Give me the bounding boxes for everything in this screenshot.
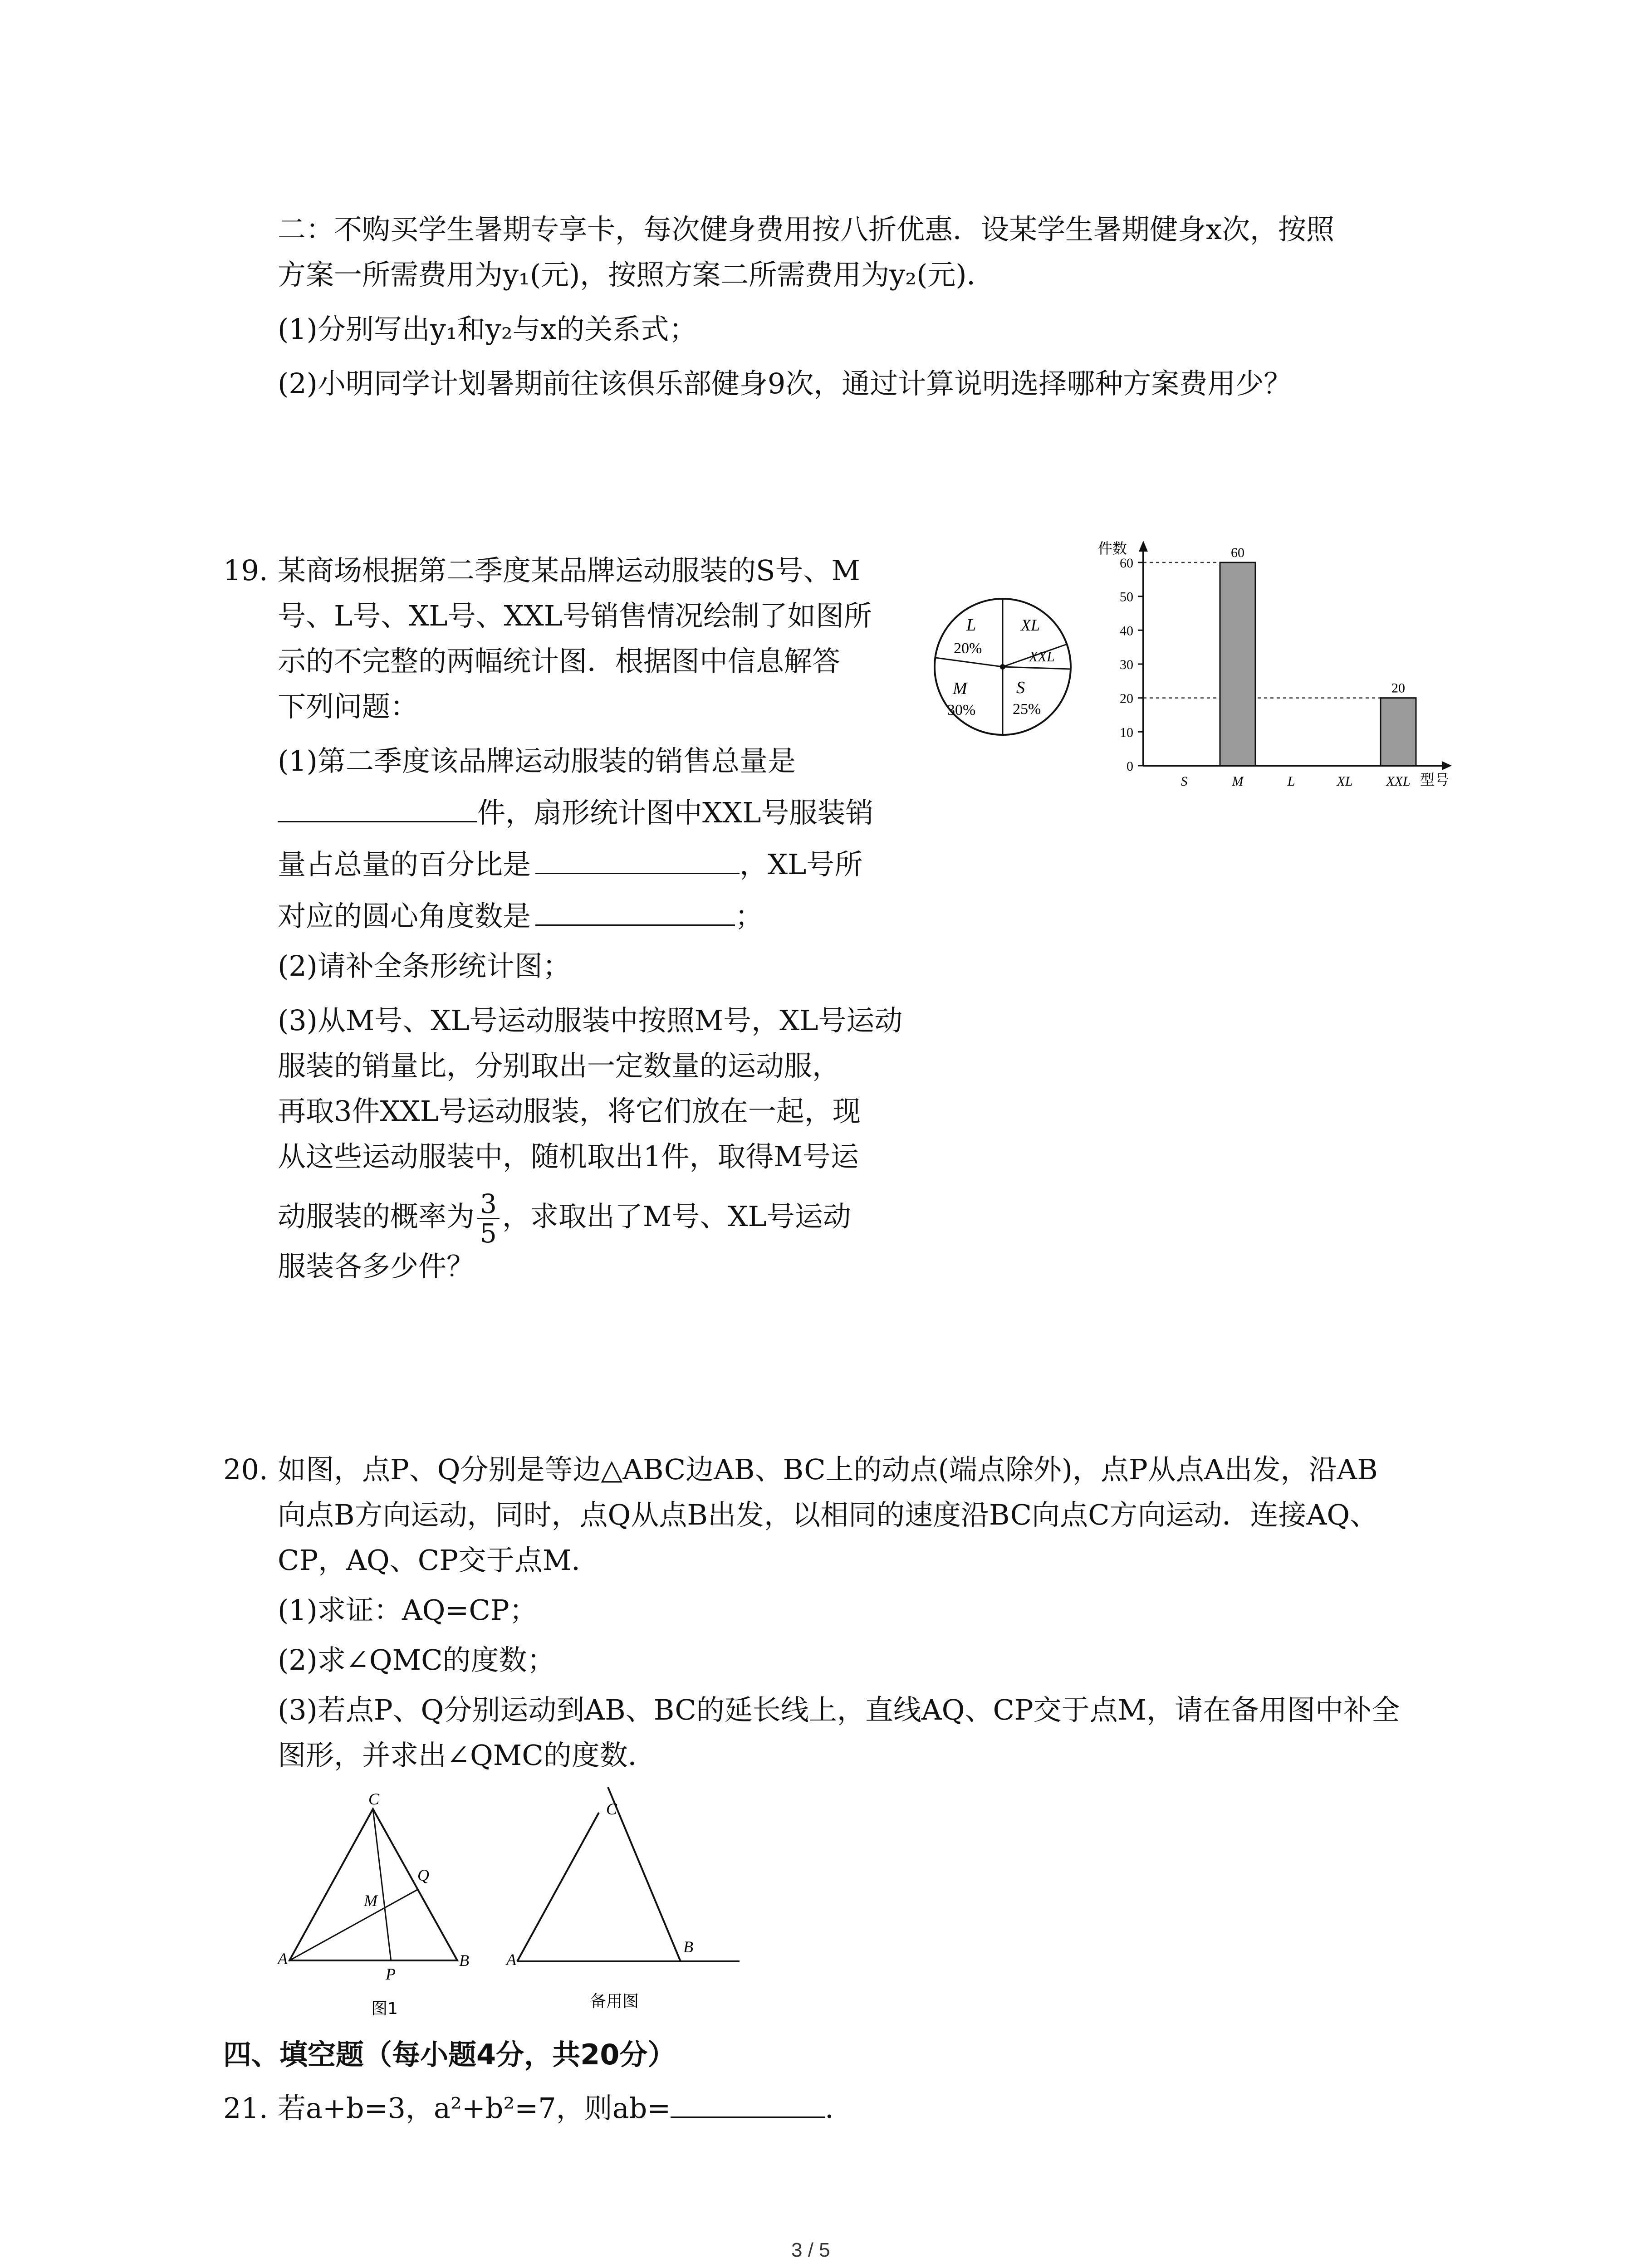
q20-sub1: (1)求证：AQ=CP； xyxy=(278,1593,538,1627)
figure-1-triangle xyxy=(272,1787,481,2023)
bar-m xyxy=(1220,562,1255,766)
q19-sub1-line3 xyxy=(278,846,862,883)
bar-chart-yticks xyxy=(1120,556,1143,774)
y-tick-label: 30 xyxy=(1120,657,1133,672)
fig1-label-b: B xyxy=(459,1951,469,1970)
bar-xxl xyxy=(1381,698,1416,766)
pie-label-l: L xyxy=(966,616,976,635)
x-tick-label: XL xyxy=(1337,774,1353,789)
fig2-label-a: A xyxy=(506,1950,516,1969)
x-tick-label: S xyxy=(1181,774,1188,789)
x-tick-label: M xyxy=(1232,774,1244,789)
q19-sub3-line: 从这些运动服装中，随机取出1件，取得M号运 xyxy=(278,1140,859,1173)
bar-chart-bars xyxy=(1220,545,1416,766)
fig1-label-a: A xyxy=(278,1950,288,1968)
q20-sub2: (2)求∠QMC的度数； xyxy=(278,1643,555,1677)
q19-line: 示的不完整的两幅统计图．根据图中信息解答 xyxy=(278,645,841,678)
q20-line3: CP，AQ、CP交于点M． xyxy=(278,1544,600,1577)
fraction-three-fifths xyxy=(477,1190,500,1247)
q20-number: 20. xyxy=(223,1453,268,1486)
q19-sub1-f: ； xyxy=(735,899,764,933)
bar-chart-ylabel: 件数 xyxy=(1098,540,1127,557)
y-tick-label: 0 xyxy=(1127,759,1133,774)
backup-figure-triangle xyxy=(499,1769,753,2023)
bar-chart-xticks xyxy=(1181,774,1411,789)
q19-sub3-prob-line xyxy=(278,1185,851,1248)
fig1-label-q: Q xyxy=(417,1866,429,1884)
q18-sub1: (1)分别写出y₁和y₂与x的关系式； xyxy=(278,313,697,346)
q19-line: 某商场根据第二季度某品牌运动服装的S号、M xyxy=(278,554,860,587)
fig1-label-c: C xyxy=(368,1790,380,1808)
q19-sub3-line: (3)从M号、XL号运动服装中按照M号，XL号运动 xyxy=(278,1004,903,1037)
page-number: 3 / 5 xyxy=(791,2239,830,2261)
pie-label-m: M xyxy=(953,679,967,698)
y-tick-label: 60 xyxy=(1120,556,1133,571)
q19-number: 19. xyxy=(223,554,268,587)
fig1-label-m: M xyxy=(364,1892,377,1910)
q18-sub2: (2)小明同学计划暑期前往该俱乐部健身9次，通过计算说明选择哪种方案费用少？ xyxy=(278,367,1292,400)
pie-chart xyxy=(926,590,1080,744)
q19-sub3-prob-post: ，求取出了M号、XL号运动 xyxy=(502,1200,851,1233)
q20-line1: 如图，点P、Q分别是等边△ABC边AB、BC上的动点(端点除外)，点P从点A出发，沿AB xyxy=(278,1453,1378,1486)
y-tick-label: 50 xyxy=(1120,589,1133,605)
fig2-label-c: C xyxy=(606,1800,617,1818)
answer-blank[interactable] xyxy=(671,2091,825,2118)
pie-label-xxl: XXL xyxy=(1029,648,1055,665)
q19-sub2: (2)请补全条形统计图； xyxy=(278,949,571,982)
answer-blank[interactable] xyxy=(535,847,740,874)
q19-line: 下列问题： xyxy=(278,690,419,723)
q21-post: ． xyxy=(825,2092,853,2125)
fig2-caption: 备用图 xyxy=(590,1992,639,2011)
x-tick-label: L xyxy=(1287,774,1295,789)
fraction-numerator: 3 xyxy=(477,1190,500,1219)
pie-pct-s: 25% xyxy=(1013,701,1041,718)
q19-sub1-e: 对应的圆心角度数是 xyxy=(278,899,531,933)
pie-pct-l: 20% xyxy=(954,640,982,657)
bar-value-label: 20 xyxy=(1391,680,1405,696)
q19-sub1-b: 件，扇形统计图中XXL号服装销 xyxy=(477,796,874,829)
answer-blank[interactable] xyxy=(535,899,735,926)
q21-line xyxy=(278,2090,853,2126)
q19-sub3-line: 再取3件XXL号运动服装，将它们放在一起，现 xyxy=(278,1095,861,1128)
q19-sub1-c: 量占总量的百分比是 xyxy=(278,848,531,881)
q19-sub1-line2 xyxy=(278,795,873,831)
y-tick-label: 10 xyxy=(1120,725,1133,740)
q19-line: 号、L号、XL号、XXL号销售情况绘制了如图所 xyxy=(278,599,872,632)
q18-line2: 方案一所需费用为y₁(元)，按照方案二所需费用为y₂(元)． xyxy=(278,258,995,291)
fig1-label-p: P xyxy=(386,1965,396,1983)
pie-pct-m: 30% xyxy=(947,702,976,719)
bar-value-label: 60 xyxy=(1231,545,1244,560)
fig2-label-b: B xyxy=(683,1938,693,1956)
q18-line1: 二：不购买学生暑期专享卡，每次健身费用按八折优惠．设某学生暑期健身x次，按照 xyxy=(278,213,1334,246)
q19-sub3-prob-pre: 动服装的概率为 xyxy=(278,1200,475,1233)
bar-chart-xlabel: 型号 xyxy=(1420,771,1450,788)
q20-sub3a: (3)若点P、Q分别运动到AB、BC的延长线上，直线AQ、CP交于点M，请在备用图中补全 xyxy=(278,1693,1400,1726)
q19-sub1-d: ，XL号所 xyxy=(740,848,863,881)
q20-sub3b: 图形，并求出∠QMC的度数． xyxy=(278,1739,656,1772)
q19-sub1-line4 xyxy=(278,898,763,934)
fraction-denominator: 5 xyxy=(480,1218,497,1249)
q19-sub1-a: (1)第二季度该品牌运动服装的销售总量是 xyxy=(278,744,796,777)
q19-sub3-last: 服装各多少件？ xyxy=(278,1250,475,1283)
bar-chart-guides xyxy=(1143,562,1381,698)
q20-line2: 向点B方向运动，同时，点Q从点B出发，以相同的速度沿BC向点C方向运动．连接AQ、 xyxy=(278,1498,1378,1531)
q21-number: 21. xyxy=(223,2092,268,2125)
fig1-caption: 图1 xyxy=(371,1999,398,2018)
x-tick-label: XXL xyxy=(1386,774,1411,789)
q21-pre: 若a+b=3，a²+b²=7，则ab= xyxy=(278,2092,671,2125)
q19-sub3-line: 服装的销量比，分别取出一定数量的运动服， xyxy=(278,1049,841,1082)
y-tick-label: 20 xyxy=(1120,691,1133,706)
pie-label-xl: XL xyxy=(1021,616,1040,634)
bar-chart xyxy=(1093,535,1456,789)
pie-label-s: S xyxy=(1016,678,1025,697)
answer-blank[interactable] xyxy=(278,796,477,822)
y-tick-label: 40 xyxy=(1120,623,1133,639)
section-4-heading: 四、填空题（每小题4分，共20分） xyxy=(223,2038,676,2071)
